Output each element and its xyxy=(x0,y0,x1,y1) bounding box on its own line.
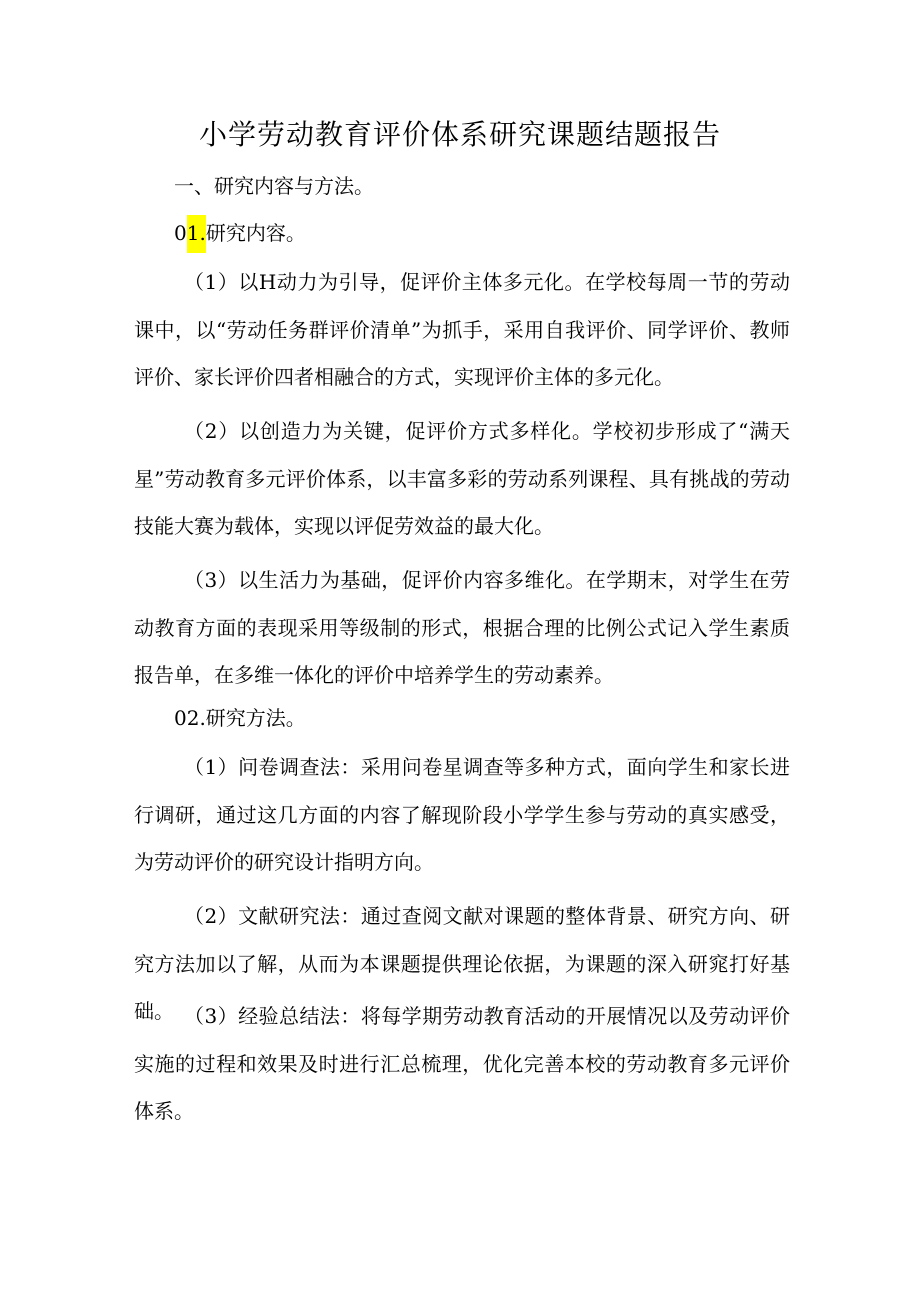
section-heading: 一、研究内容与方法。 xyxy=(174,174,374,198)
document-title: 小学劳动教育评价体系研究课题结题报告 xyxy=(198,118,721,151)
content-paragraph-3: （3）以生活力为基础，促评价内容多维化。在学期末，对学生在劳动教育方面的表现采用等级制的形式，根据合理的比例公式记入学生素质报告单，在多维一体化的评价中培养学生的劳动素养。 xyxy=(134,568,790,687)
content-paragraph-2: （2）以创造力为关键，促评价方式多样化。学校初步形成了“满天星”劳动教育多元评价体系，以丰富多彩的劳动系列课程、具有挑战的劳动技能大赛为载体，实现以评促劳效益的最大化。 xyxy=(134,419,790,538)
subsection-heading-method: 02.研究方法。 xyxy=(174,706,306,730)
method-paragraph-3: （3）经验总结法：将每学期劳动教育活动的开展情况以及劳动评价实施的过程和效果及时进行汇总梳理，优化完善本校的劳动教育多元评价体系。 xyxy=(134,1004,790,1123)
subsection-number-prefix: 0 xyxy=(174,221,187,245)
subsection-label: 研究内容。 xyxy=(205,221,306,245)
subsection-heading-content xyxy=(174,216,306,250)
method-paragraph-1: （1）问卷调查法：采用问卷星调查等多种方式，面向学生和家长进行调研，通过这几方面的内容了解现阶段小学学生参与劳动的真实感受，为劳动评价的研究设计指明方向。 xyxy=(134,755,790,874)
highlighted-text: 1. xyxy=(187,215,206,253)
content-paragraph-1: （1）以H动力为引导，促评价主体多元化。在学校每周一节的劳动课中，以“劳动任务群评价清单”为抓手，采用自我评价、同学评价、教师评价、家长评价四者相融合的方式，实现评价主体的多元化。 xyxy=(134,270,790,389)
method-paragraph-2: （2）文献研究法：通过查阅文献对课题的整体背景、研究方向、研究方法加以了解，从而为本课题提供理论依据，为课题的深入研窕打好基础。 xyxy=(134,904,790,1023)
